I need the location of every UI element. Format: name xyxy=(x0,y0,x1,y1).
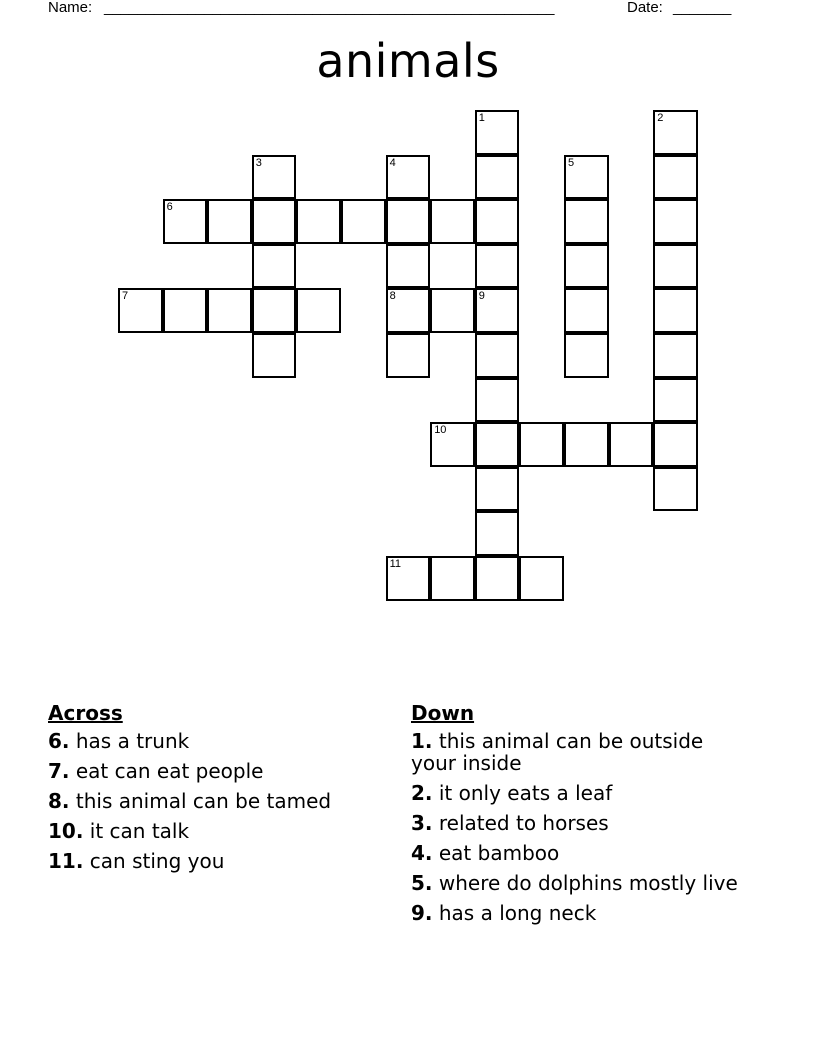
across-clue xyxy=(48,730,378,752)
clue-text: where do dolphins mostly live xyxy=(438,871,738,895)
grid-cell[interactable] xyxy=(653,378,698,423)
grid-cell[interactable] xyxy=(430,199,475,244)
across-clues xyxy=(48,702,378,880)
grid-cell[interactable] xyxy=(207,288,252,333)
grid-cell-3[interactable] xyxy=(252,155,297,200)
clue-text: it only eats a leaf xyxy=(438,781,613,805)
grid-cell[interactable] xyxy=(475,422,520,467)
name-label: Name: xyxy=(48,0,93,16)
grid-cell[interactable] xyxy=(653,155,698,200)
grid-cell[interactable] xyxy=(252,333,297,378)
grid-cell-5[interactable] xyxy=(564,155,609,200)
cell-number: 4 xyxy=(389,156,396,169)
grid-cell-11[interactable] xyxy=(386,556,431,601)
grid-cell[interactable] xyxy=(386,333,431,378)
grid-cell-7[interactable] xyxy=(118,288,163,333)
clue-number: 4. xyxy=(411,841,433,865)
clue-text: this animal can be outside your inside xyxy=(411,729,704,775)
clue-text: can sting you xyxy=(89,849,225,873)
grid-cell[interactable] xyxy=(653,333,698,378)
clue-text: has a trunk xyxy=(75,729,190,753)
cell-number: 8 xyxy=(389,290,396,303)
grid-cell[interactable] xyxy=(475,556,520,601)
grid-cell[interactable] xyxy=(475,511,520,556)
clue-text: has a long neck xyxy=(438,901,597,925)
grid-cell[interactable] xyxy=(609,422,654,467)
puzzle-title: animals xyxy=(316,34,500,88)
grid-cell[interactable] xyxy=(475,378,520,423)
grid-cell[interactable] xyxy=(653,288,698,333)
name-field[interactable]: ______________________________________________________ xyxy=(104,0,555,16)
clue-text: eat can eat people xyxy=(75,759,264,783)
grid-cell-2[interactable] xyxy=(653,110,698,155)
clue-number: 10. xyxy=(48,819,84,843)
grid-cell[interactable] xyxy=(252,244,297,289)
clue-number: 2. xyxy=(411,781,433,805)
grid-cell[interactable] xyxy=(252,288,297,333)
cell-number: 5 xyxy=(568,156,575,169)
grid-cell[interactable] xyxy=(653,422,698,467)
grid-cell-8[interactable] xyxy=(386,288,431,333)
cell-number: 6 xyxy=(166,201,173,214)
grid-cell[interactable] xyxy=(475,333,520,378)
clue-text: this animal can be tamed xyxy=(75,789,332,813)
across-clue xyxy=(48,850,378,872)
grid-cell-6[interactable] xyxy=(163,199,208,244)
down-clue xyxy=(411,872,741,894)
down-clues xyxy=(411,702,741,932)
date-field[interactable]: _______ xyxy=(673,0,732,16)
grid-cell[interactable] xyxy=(564,288,609,333)
down-clue xyxy=(411,782,741,804)
grid-cell[interactable] xyxy=(252,199,297,244)
clue-number: 3. xyxy=(411,811,433,835)
grid-cell[interactable] xyxy=(475,155,520,200)
grid-cell[interactable] xyxy=(564,422,609,467)
clue-number: 8. xyxy=(48,789,70,813)
down-clue xyxy=(411,902,741,924)
grid-cell-1[interactable] xyxy=(475,110,520,155)
clue-number: 1. xyxy=(411,729,433,753)
across-clue xyxy=(48,790,378,812)
grid-cell-4[interactable] xyxy=(386,155,431,200)
clue-number: 7. xyxy=(48,759,70,783)
grid-cell[interactable] xyxy=(653,244,698,289)
cell-number: 11 xyxy=(389,558,402,570)
grid-cell[interactable] xyxy=(296,288,341,333)
grid-cell[interactable] xyxy=(163,288,208,333)
grid-cell[interactable] xyxy=(653,199,698,244)
grid-cell[interactable] xyxy=(430,556,475,601)
grid-cell[interactable] xyxy=(475,467,520,512)
cell-number: 7 xyxy=(122,290,129,303)
clue-text: it can talk xyxy=(89,819,190,843)
grid-cell[interactable] xyxy=(386,199,431,244)
grid-cell-9[interactable] xyxy=(475,288,520,333)
down-clue xyxy=(411,842,741,864)
grid-cell[interactable] xyxy=(519,422,564,467)
cell-number: 1 xyxy=(478,112,485,124)
across-clue xyxy=(48,760,378,782)
grid-cell[interactable] xyxy=(475,199,520,244)
across-clue xyxy=(48,820,378,842)
grid-cell[interactable] xyxy=(475,244,520,289)
grid-cell[interactable] xyxy=(564,199,609,244)
grid-cell[interactable] xyxy=(430,288,475,333)
cell-number: 9 xyxy=(478,290,485,303)
clue-number: 9. xyxy=(411,901,433,925)
grid-cell[interactable] xyxy=(207,199,252,244)
grid-cell-10[interactable] xyxy=(430,422,475,467)
clue-text: eat bamboo xyxy=(438,841,560,865)
grid-cell[interactable] xyxy=(653,467,698,512)
date-label: Date: xyxy=(627,0,663,16)
grid-cell[interactable] xyxy=(564,244,609,289)
grid-cell[interactable] xyxy=(386,244,431,289)
cell-number: 2 xyxy=(657,112,664,124)
grid-cell[interactable] xyxy=(564,333,609,378)
clue-text: related to horses xyxy=(438,811,609,835)
down-heading: Down xyxy=(411,701,475,725)
cell-number: 10 xyxy=(434,424,447,437)
cell-number: 3 xyxy=(255,156,262,169)
clue-number: 11. xyxy=(48,849,84,873)
clue-number: 5. xyxy=(411,871,433,895)
clue-number: 6. xyxy=(48,729,70,753)
down-clue xyxy=(411,730,741,774)
grid-cell[interactable] xyxy=(519,556,564,601)
down-clue xyxy=(411,812,741,834)
grid-cell[interactable] xyxy=(341,199,386,244)
across-heading: Across xyxy=(48,701,123,725)
grid-cell[interactable] xyxy=(296,199,341,244)
